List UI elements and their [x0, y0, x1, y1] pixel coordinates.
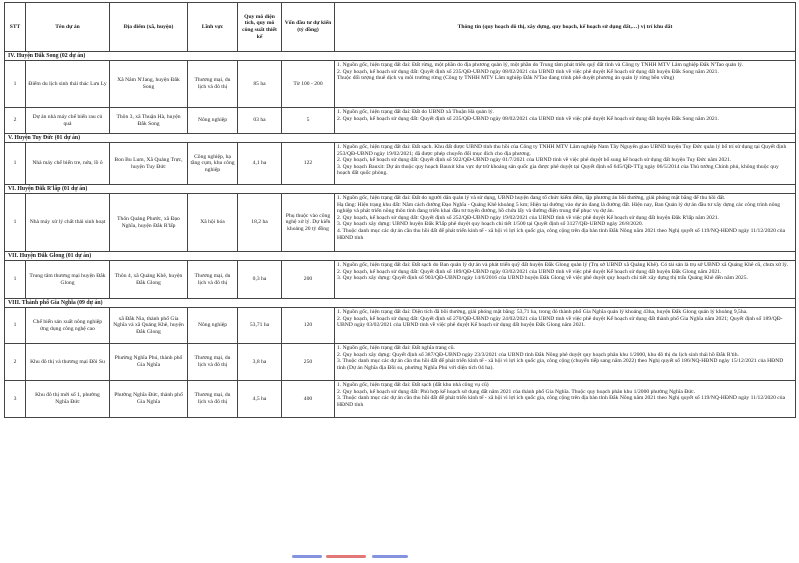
row-field: Thương mại, du lịch và đô thị — [188, 381, 238, 418]
table-row — [5, 261, 796, 299]
row-info — [335, 143, 796, 185]
row-field: Thương mại, du lịch và đô thị — [188, 261, 238, 299]
info-line: 3. Quy hoạch Bauxit: Dự án thuộc quy hoạch Bauxit khu vực dự trữ khoáng sản quốc gia được phê duyệt tại Quyết định số 645/QĐ-TTg ngày 06/5/2014 của Thủ tướng Chính phủ, không thuộc quy hoạch đất quốc phòng. — [337, 163, 779, 177]
row-project-name: Trung tâm thương mại huyện Đắk Glong — [26, 261, 110, 299]
row-info — [335, 108, 796, 134]
table-body — [5, 52, 796, 418]
table-row — [5, 108, 796, 134]
section-title: VI. Huyện Đắk R'lấp (01 dự án) — [5, 185, 796, 194]
table-header-row — [5, 3, 796, 52]
row-field: Xã hội hóa — [188, 194, 238, 252]
row-info — [335, 381, 796, 418]
row-project-name: Điểm du lịch sinh thái thác Lưu Ly — [26, 61, 110, 108]
row-info — [335, 61, 796, 108]
row-info — [335, 194, 796, 252]
row-location: Bon Bu Lum, Xã Quảng Trực, huyện Tuy Đức — [110, 143, 188, 185]
row-project-name: Khu đô thị mới số 1, phường Nghĩa Đức — [26, 381, 110, 418]
header-field: Lĩnh vực — [188, 3, 238, 52]
row-scale: 03 ha — [238, 108, 282, 134]
info-line: 3. Thuộc danh mục các dự án cần thu hồi đất để phát triển kinh tế - xã hội vì lợi ích quốc gia, công cộng (chuyển tiếp sang năm 2022) theo Nghị quyết số 186/NQ-HĐND ngày 15/12/2021 của HĐND tỉnh (Dự án Nghĩa địa Đồi su, phường Nghĩa Phú với diện tích 04 ha). — [337, 358, 784, 371]
info-line: 1. Nguồn gốc, hiện trạng đất đai: Đất sạch (đất khu nhà công vụ cũ) — [337, 382, 489, 388]
row-capital: 122 — [282, 143, 335, 185]
row-project-name: Nhà máy chế biến tre, nứa, lồ ô — [26, 143, 110, 185]
section-header-row — [5, 185, 796, 194]
info-line: 4. Thuộc danh mục các dự án cần thu hồi đất để phát triển kinh tế - xã hội vì lợi ích quốc gia, công cộng trên địa bàn tỉnh Đắk Nông năm 2021 theo Nghị quyết số 119/NQ-HĐND ngày 11/12/2020 của HĐND tỉnh — [337, 227, 786, 241]
table-row — [5, 61, 796, 108]
table-row — [5, 194, 796, 252]
info-line: 3. Quy hoạch xây dựng: Quyết định số 903/QĐ-UBND ngày 14/6/2016 của UBND huyện Đắk Glong về việc phê duyệt quy hoạch chi tiết xây dựng thị trấn Quảng Khê đến năm 2025. — [337, 275, 748, 282]
table-row — [5, 381, 796, 418]
section-header-row — [5, 52, 796, 61]
row-field: Thương mại, du lịch và đô thị — [188, 61, 238, 108]
row-capital: Phụ thuộc vào công nghệ xử lý. Dự kiến khoảng 20 tỷ đồng — [282, 194, 335, 252]
ink-mark — [372, 555, 408, 558]
info-line: 1. Nguồn gốc, hiện trạng đất đai: Diện tích đã bồi thường, giải phóng mặt bằng: 53,71 ha, trong đó thành phố Gia Nghĩa quản lý khoảng 43ha, huyện Đắk Glong quản lý khoảng 9,5ha. — [337, 309, 748, 315]
row-field: Nông nghiệp — [188, 308, 238, 344]
header-stt: STT — [5, 3, 26, 52]
row-field: Công nghiệp, hạ tầng cụm, khu công nghiệp — [188, 143, 238, 185]
row-stt: 1 — [5, 261, 26, 299]
section-header-row — [5, 252, 796, 261]
section-title: VIII. Thành phố Gia Nghĩa (09 dự án) — [5, 299, 796, 308]
row-project-name: Nhà máy xử lý chất thải sinh hoạt — [26, 194, 110, 252]
row-location: Thôn 3, xã Thuận Hà, huyện Đắk Song — [110, 108, 188, 134]
row-stt: 1 — [5, 308, 26, 344]
row-stt: 1 — [5, 143, 26, 185]
header-scale: Quy mô diện tích, quy mô công suất thiết kế — [238, 3, 282, 52]
table-row — [5, 344, 796, 381]
row-location: Phường Nghĩa Phú, thành phố Gia Nghĩa — [110, 344, 188, 381]
info-line: 2. Quy hoạch, kế hoạch sử dụng đất: Quyết định số 252/QĐ-UBND ngày 19/02/2021 của UBND tỉnh về việc phê duyệt Kế hoạch sử dụng đất huyện Đắk R'lấp năm 2021. — [337, 214, 719, 221]
row-capital: Từ 100 - 200 — [282, 61, 335, 108]
info-line: 3. Quy hoạch xây dựng: UBND huyện Đắk R'lấp phê duyệt quy hoạch chi tiết 1/500 tại Quyết định số 3127/QĐ-UBND ngày 26/8/2020. — [337, 221, 644, 228]
info-line: 2. Quy hoạch, kế hoạch sử dụng đất: Quyết định số 235/QĐ-UBND ngày 08/02/2021 của UBND tỉnh về việc phê duyệt Kế hoạch sử dụng đất huyện Đắk Song năm 2021. — [337, 68, 719, 75]
info-line: 1. Nguồn gốc, hiện trạng đất đai: Đất do UBND xã Thuận Hà quản lý. — [337, 109, 494, 115]
row-project-name: Khu đô thị và thương mại Đồi Su — [26, 344, 110, 381]
info-line: 2. Quy hoạch xây dựng: Quyết định số 387/QĐ-UBND ngày 23/3/2021 của UBND tỉnh Đắk Nông phê duyệt quy hoạch phân khu 1/2000, khu đô thị du lịch sinh thái hồ Đắk R'tih. — [337, 351, 739, 358]
info-line: 2. Quy hoạch, kế hoạch sử dụng đất: Quyết định số 235/QĐ-UBND ngày 08/02/2021 của UBND tỉnh về việc phê duyệt Kế hoạch sử dụng đất huyện Đắk Song năm 2021. — [337, 115, 719, 122]
info-line: 1. Nguồn gốc, hiện trạng đất đai: Đất do người dân quản lý và sử dụng, UBND huyện đang tổ chức kiểm đếm, lập phương án bồi thường, giải phóng mặt bằng để thu hồi đất. — [337, 195, 726, 201]
row-scale: 18,2 ha — [238, 194, 282, 252]
section-title: V. Huyện Tuy Đức (01 dự án) — [5, 134, 796, 143]
info-line: 1. Nguồn gốc, hiện trạng đất đai: Đất nghĩa trang cũ. — [337, 345, 455, 351]
row-capital: 400 — [282, 381, 335, 418]
project-table-sheet — [4, 2, 795, 418]
row-location: xã Đắk Nia, thành phố Gia Nghĩa và xã Quảng Khê, huyện Đắk Glong — [110, 308, 188, 344]
info-line: 3. Thuộc danh mục các dự án cần thu hồi đất để phát triển kinh tế - xã hội vì lợi ích quốc gia, công cộng trên địa bàn tỉnh Đắk Nông năm 2021 theo Nghị quyết số 119/NQ-HĐND ngày 11/12/2020 của HĐND tỉnh — [337, 395, 786, 408]
info-line: 1. Nguồn gốc, hiện trạng đất đai: Đất sạch. Khu đất được UBND tỉnh thu hồi của Công ty TNHH MTV Lâm nghiệp Nam Tây Nguyên giao UBND huyện Tuy Đức quản lý bố trí sử dụng tại Quyết định 253/QĐ-UBND ngày 19/02/2021; đã được phép chuyển đổi mục đích cho địa phương. — [337, 144, 787, 157]
row-stt: 1 — [5, 194, 26, 252]
row-project-name: Dự án nhà máy chế biến rau củ quả — [26, 108, 110, 134]
info-line: Thuộc đối tượng thuê dịch vụ môi trường rừng (Công ty TNHH MTV Lâm nghiệp Đắk N'Tao đang trình phê duyệt phương án quản lý rừng bền vững) — [337, 75, 675, 82]
section-header-row — [5, 134, 796, 143]
header-project-name: Tên dự án — [26, 3, 110, 52]
info-line: 2. Quy hoạch, kế hoạch sử dụng đất: Quyết định số 270/QĐ-UBND ngày 24/02/2021 của UBND tỉnh về việc phê duyệt Kế hoạch sử dụng đất thành phố Gia Nghĩa năm 2021; Quyết định số 189/QĐ-UBND ngày 03/02/2021 của UBND tỉnh về việc phê duyệt Kế hoạch sử dụng đất huyện Đắk Glong năm 2021. — [337, 315, 783, 329]
header-capital: Vốn đầu tư dự kiến (tỷ đồng) — [282, 3, 335, 52]
row-scale: 53,71 ha — [238, 308, 282, 344]
row-location: Thôn 4, xã Quảng Khê, huyện Đắk Glong — [110, 261, 188, 299]
ink-mark — [326, 555, 366, 558]
row-stt: 2 — [5, 344, 26, 381]
table-row — [5, 143, 796, 185]
row-scale: 4,5 ha — [238, 381, 282, 418]
header-location: Địa điểm (xã, huyện) — [110, 3, 188, 52]
section-title: IV. Huyện Đắk Song (02 dự án) — [5, 52, 796, 61]
table-row — [5, 308, 796, 344]
row-capital: 5 — [282, 108, 335, 134]
row-field: Thương mại, du lịch và đô thị — [188, 344, 238, 381]
row-scale: 4,1 ha — [238, 143, 282, 185]
row-project-name: Chế biến sản xuất nông nghiệp ứng dụng công nghệ cao — [26, 308, 110, 344]
row-capital: 200 — [282, 261, 335, 299]
project-table — [4, 2, 796, 418]
row-scale: 85 ha — [238, 61, 282, 108]
row-info — [335, 261, 796, 299]
row-scale: 3,8 ha — [238, 344, 282, 381]
row-stt: 2 — [5, 108, 26, 134]
row-info — [335, 344, 796, 381]
row-scale: 0,3 ha — [238, 261, 282, 299]
info-line: 2. Quy hoạch, kế hoạch sử dụng đất: Phù hợp kế hoạch sử dụng đất năm 2021 của thành phố Gia Nghĩa. Thuộc quy hoạch phân khu 1/2000 phường Nghĩa Đức. — [337, 388, 696, 395]
row-stt: 3 — [5, 381, 26, 418]
info-line: Hạ tầng: Hiện trạng khu đất: Nằm cách đường Đạo Nghĩa - Quảng Khê khoảng 5 km; Hiện tại đường vào dự án đang là đường đất. Hiện nay, Ban Quản lý dự án đầu tư xây dựng các công trình nông nghiệp và phát triển nông thôn tỉnh đang triển khai đầu tư tuyến đường, hồ chứa lấy và đường điện trung thế phục vụ dự án. — [337, 201, 781, 215]
info-line: 2. Quy hoạch, kế hoạch sử dụng đất: Quyết định số 922/QĐ-UBND ngày 01/7/2021 của UBND tỉnh về việc phê duyệt bổ sung kế hoạch sử dụng đất huyện Tuy Đức năm 2021. — [337, 157, 732, 164]
info-line: 2. Quy hoạch, kế hoạch sử dụng đất: Quyết định số 189/QĐ-UBND ngày 03/02/2021 của UBND tỉnh về việc phê duyệt Kế hoạch sử dụng đất huyện Đắk Glong năm 2021. — [337, 268, 722, 275]
row-location: Phường Nghĩa Đức, thành phố Gia Nghĩa — [110, 381, 188, 418]
header-info: Thông tin (quy hoạch đô thị, xây dựng, quy hoạch, kế hoạch sử dụng đất,…) vị trí khu đất — [335, 3, 796, 52]
info-line: 1. Nguồn gốc, hiện trạng đất đai: Đất sạch do Ban quản lý dự án và phát triển quỹ đất huyện Đắk Glong quản lý (Trụ sở UBND xã Quảng Khê). Có tài sản là trụ sở UBND xã Quảng Khê cũ, chưa xử lý. — [337, 262, 789, 268]
row-location: Thôn Quảng Phước, xã Đạo Nghĩa, huyện Đắk R'lấp — [110, 194, 188, 252]
row-location: Xã Nâm N'Jang, huyện Đắk Song — [110, 61, 188, 108]
row-capital: 250 — [282, 344, 335, 381]
row-stt: 1 — [5, 61, 26, 108]
row-info — [335, 308, 796, 344]
section-title: VII. Huyện Đắk Glong (01 dự án) — [5, 252, 796, 261]
row-field: Nông nghiệp — [188, 108, 238, 134]
section-header-row — [5, 299, 796, 308]
row-capital: 120 — [282, 308, 335, 344]
ink-mark — [292, 555, 322, 558]
info-line: 1. Nguồn gốc, hiện trạng đất đai: Đất rừng, một phần do địa phương quản lý, một phần do Trung tâm phát triển quỹ đất tỉnh và Công ty TNHH MTV Lâm nghiệp Đắk N'Tao quản lý. — [337, 62, 744, 68]
